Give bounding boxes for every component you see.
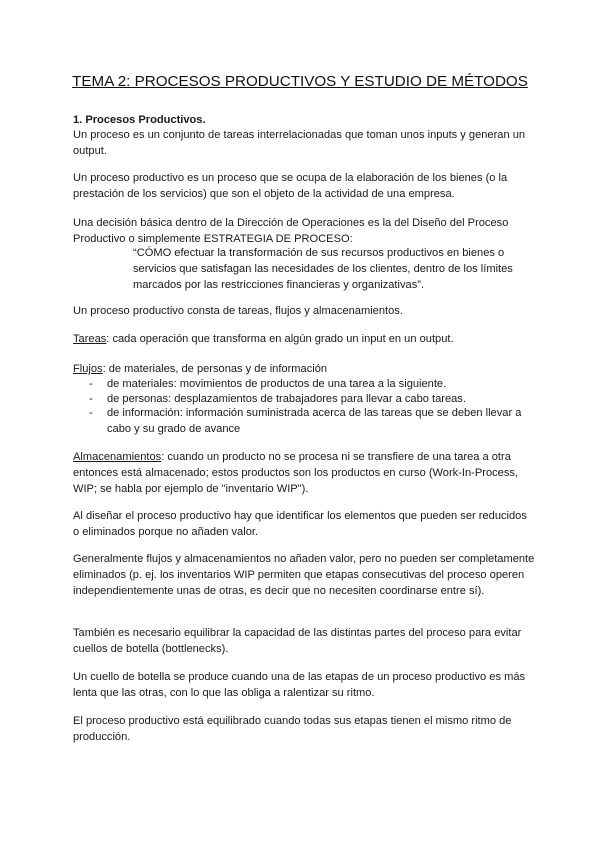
paragraph-flujos-almacenamientos: Generalmente flujos y almacenamientos no añaden valor, pero no pueden ser completamente eliminados (p. ej. los inventarios WIP permiten que etapas consecutivas del proceso operen independientemente unas de otras, es decir que no necesiten coordinarse entre sí). bbox=[73, 553, 535, 597]
bullet-dash: - bbox=[89, 378, 93, 390]
term-almacenamientos: Almacenamientos bbox=[73, 451, 162, 463]
definition-almacenamientos bbox=[73, 449, 535, 497]
list-item-text: de materiales: movimientos de productos de una tarea a la siguiente. bbox=[107, 378, 447, 390]
paragraph-estrategia-proceso: Una decisión básica dentro de la Dirección de Operaciones es la del Diseño del Proceso Productivo o simplemente ESTRATEGIA DE PROCESO: bbox=[73, 217, 509, 245]
bullet-dash: - bbox=[89, 407, 93, 419]
list-item-text: de información: información suministrada acerca de las tareas que se deben llevar a cabo y su grado de avance bbox=[107, 407, 522, 435]
section-heading: 1. Procesos Productivos. bbox=[73, 114, 206, 126]
document-title: TEMA 2: PROCESOS PRODUCTIVOS Y ESTUDIO DE MÉTODOS bbox=[72, 73, 528, 90]
definition-text: : cuando un producto no se procesa ni se transfiere de una tarea a otra entonces está almacenado; estos productos son los productos en curso (Work-In-Process, WIP; se habla por ejemplo de "inventario WIP"). bbox=[73, 451, 519, 495]
term-flujos: Flujos bbox=[73, 363, 103, 375]
paragraph-proceso-productivo: Un proceso productivo es un proceso que se ocupa de la elaboración de los bienes (o la prestación de los servicios) que son el objeto de la actividad de una empresa. bbox=[73, 172, 508, 200]
bullet-dash: - bbox=[89, 393, 93, 405]
paragraph-componentes: Un proceso productivo consta de tareas, flujos y almacenamientos. bbox=[73, 305, 403, 317]
term-tareas: Tareas bbox=[73, 333, 107, 345]
list-item-text: de personas: desplazamientos de trabajadores para llevar a cabo tareas. bbox=[107, 393, 466, 405]
paragraph-equilibrado: El proceso productivo está equilibrado cuando todas sus etapas tienen el mismo ritmo de producción. bbox=[73, 715, 512, 743]
paragraph-proceso-definicion: Un proceso es un conjunto de tareas interrelacionadas que toman unos inputs y generan un output. bbox=[73, 129, 526, 157]
definition-flujos bbox=[73, 361, 535, 377]
quote-block: “CÓMO efectuar la transformación de sus recursos productivos en bienes o servicios que satisfagan las necesidades de los clientes, dentro de los límites marcados por las restricciones financieras y organizativas”. bbox=[133, 247, 513, 291]
paragraph-equilibrar: También es necesario equilibrar la capacidad de las distintas partes del proceso para evitar cuellos de botella (bottlenecks). bbox=[73, 627, 522, 655]
paragraph-cuello-botella: Un cuello de botella se produce cuando una de las etapas de un proceso productivo es más lenta que las otras, con lo que las obliga a ralentizar su ritmo. bbox=[73, 671, 526, 699]
definition-text: : de materiales, de personas y de información bbox=[102, 363, 328, 375]
definition-tareas bbox=[73, 331, 535, 347]
definition-text: : cada operación que transforma en algún grado un input en un output. bbox=[106, 333, 454, 345]
paragraph-diseno: Al diseñar el proceso productivo hay que identificar los elementos que pueden ser reducidos o eliminados porque no añaden valor. bbox=[73, 510, 527, 538]
